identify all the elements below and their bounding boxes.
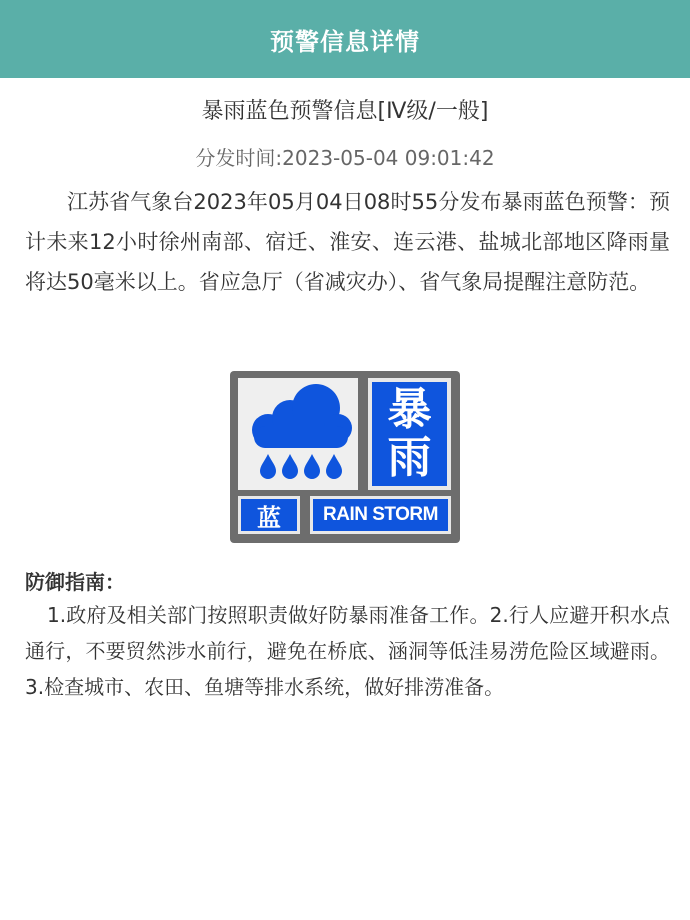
type-panel <box>368 378 451 490</box>
type-char-yu: 雨 <box>387 432 432 483</box>
level-char: 蓝 <box>241 499 297 531</box>
warning-content: 江苏省气象台2023年05月04日08时55分发布暴雨蓝色预警：预计未来12小时徐州南部、宿迁、淮安、连云港、盐城北部地区降雨量将达50毫米以上。省应急厅（省减灾办）、省气象局提醒注意防范。 <box>25 190 670 294</box>
page-title: 预警信息详情 <box>270 27 420 56</box>
english-label: RAIN STORM <box>313 499 448 531</box>
rainstorm-blue-warning-icon <box>230 371 460 543</box>
english-label-panel <box>310 496 451 534</box>
guide-title: 防御指南： <box>25 570 125 594</box>
warning-title: 暴雨蓝色预警信息[Ⅳ级/一般] <box>201 99 489 124</box>
guide-text: 1.政府及相关部门按照职责做好防暴雨准备工作。2.行人应避开积水点通行，不要贸然涉水前行，避免在桥底、涵洞等低洼易涝危险区域避雨。3.检查城市、农田、鱼塘等排水系统，做好排涝准备。 <box>25 603 670 699</box>
cloud-rain-icon <box>238 378 358 490</box>
header-bar <box>0 0 690 78</box>
issue-time: 分发时间:2023-05-04 09:01:42 <box>195 146 495 170</box>
type-char-bao: 暴 <box>387 384 432 435</box>
level-panel <box>238 496 300 534</box>
type-panel-inner <box>372 382 447 486</box>
